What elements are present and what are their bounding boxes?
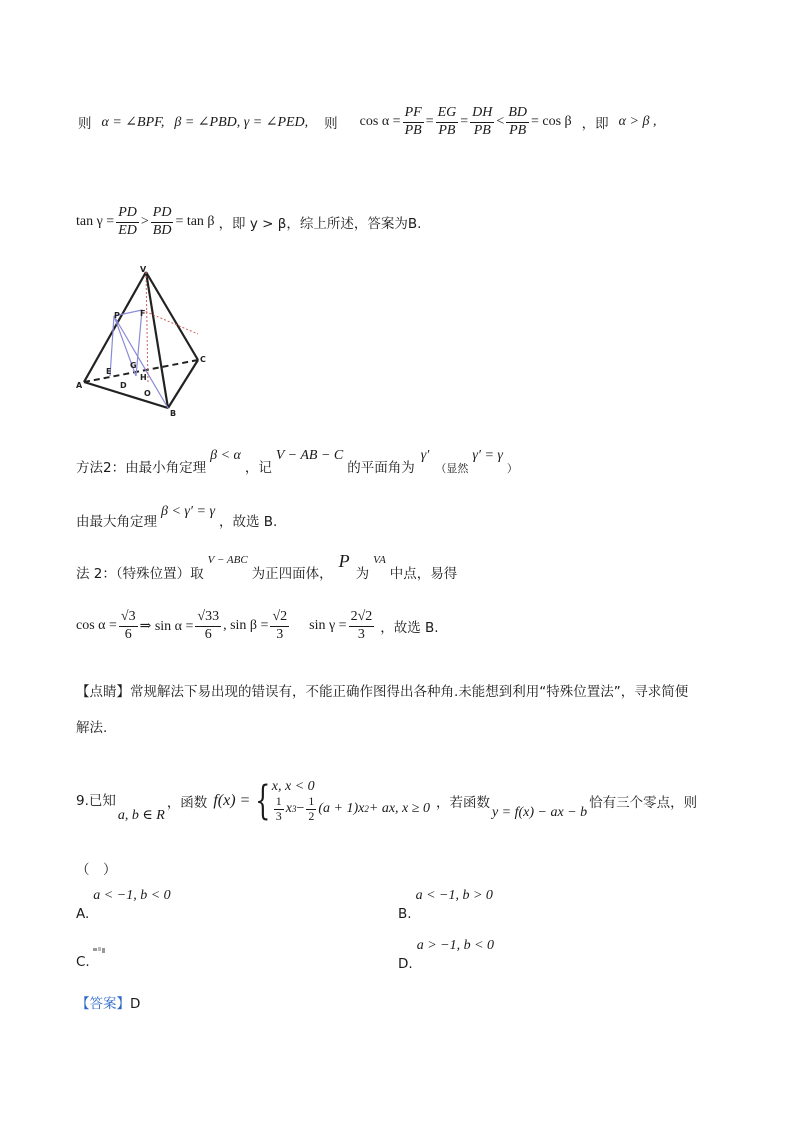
- conclusion-text: ，即 y > β，综上所述，答案为B.: [218, 216, 422, 232]
- alpha-definition: α = ∠BPF,: [101, 114, 165, 130]
- option-a[interactable]: A. a < −1, b < 0: [76, 888, 171, 922]
- tetrahedron-figure: [74, 264, 214, 420]
- option-c[interactable]: C.: [76, 946, 106, 962]
- option-c-broken-image-icon: [92, 946, 106, 956]
- y-function: y = f(x) − ax − b: [491, 805, 588, 820]
- label-g: G: [130, 361, 137, 370]
- alpha-gt-beta: α > β ,: [618, 114, 657, 129]
- ab-in-r: a, b ∈ R: [117, 807, 165, 823]
- label-h: H: [140, 373, 147, 382]
- case-negative: x, x < 0: [271, 778, 315, 794]
- method2-line: 方法2：由最小角定理 β < α ，记 V − AB − C 的平面角为 γ′ （显然 γ′ = γ ）: [76, 448, 518, 476]
- answer-tag: 【答案】: [76, 996, 130, 1012]
- answer-paren: （ ）: [76, 862, 117, 878]
- piecewise-brace: {: [255, 778, 271, 824]
- line-alpha-beta: 则 α = ∠BPF, β = ∠PBD, γ = ∠PED, 则 cos α = $\frac{PF}{PB}$ = $\frac{EG}{PB}$ = $\frac{DH}{PB}$ < $\frac{BD}{PB}$ = cos β ，即 α > β ,: [78, 105, 657, 138]
- fraction-sqrt2-3: $\frac{√2}{3}$: [272, 609, 288, 642]
- answer-value: D: [130, 996, 141, 1012]
- label-o: O: [144, 389, 151, 398]
- cos-beta-label: = cos β: [530, 114, 572, 129]
- label-p: P: [114, 311, 120, 320]
- fx-label: f(x) =: [213, 792, 251, 809]
- label-f: F: [140, 309, 146, 318]
- fraction-2sqrt2-3: $\frac{2√2}{3}$: [350, 609, 373, 642]
- case-nonnegative: $\frac{1}{3}$ x 3 − $\frac{1}{2}$ (a + 1)x 2 + ax, x ≥ 0: [275, 793, 430, 823]
- fraction-sqrt33-6: $\frac{√33}{6}$: [197, 609, 220, 642]
- fraction-sqrt3-6: $\frac{√3}{6}$: [120, 609, 136, 642]
- beta-lt-gamma: β < γ′ = γ: [161, 504, 215, 519]
- option-b[interactable]: B. a < −1, b > 0: [398, 888, 493, 922]
- ze-text: 则: [78, 116, 92, 132]
- option-d[interactable]: D. a > −1, b < 0: [398, 938, 495, 972]
- va-label: VA: [373, 554, 386, 566]
- gamma-prime: γ′: [420, 448, 430, 463]
- label-e: E: [106, 367, 112, 376]
- tan-beta-label: = tan β: [175, 214, 215, 229]
- ze-text-2: 则: [324, 116, 338, 132]
- p-label: P: [338, 551, 350, 571]
- dihedral-expr: V − AB − C: [275, 448, 344, 463]
- label-v: V: [140, 265, 147, 274]
- dianjing-tag: 【点睛】: [76, 684, 130, 700]
- dianjing-paragraph: 【点睛】常规解法下易出现的错误有，不能正确作图得出各种角.未能想到利用“特殊位置法”，寻求简便 解法.: [76, 684, 689, 736]
- q9-number: 9.已知: [76, 793, 116, 809]
- fraction-eg-pb: $\frac{EG}{PB}$: [437, 105, 457, 138]
- fraction-pf-pb: $\frac{PF}{PB}$: [404, 105, 422, 138]
- ji-text: ，即: [581, 116, 609, 132]
- beta-lt-alpha: β < α: [210, 448, 241, 463]
- trig-values-line: cos α = $\frac{√3}{6}$ ⇒ sin α = $\frac{√33}{6}$ , sin β = $\frac{√2}{3}$ sin γ = $\frac{2√2}{3}$ ，故选 B.: [76, 609, 439, 642]
- vabc-label: V − ABC: [207, 554, 248, 566]
- method2-prefix: 方法2：由最小角定理: [76, 460, 207, 476]
- beta-gamma-definition: β = ∠PBD, γ = ∠PED,: [174, 114, 309, 130]
- label-d: D: [120, 381, 127, 390]
- line-tan-gamma: tan γ = $\frac{PD}{ED}$ > $\frac{PD}{BD}$ = tan β ，即 y > β，综上所述，答案为B.: [76, 205, 422, 238]
- gamma-prime-eq: γ′ = γ: [472, 448, 503, 463]
- fraction-bd-pb: $\frac{BD}{PB}$: [508, 105, 527, 138]
- label-b: B: [170, 409, 177, 418]
- edge-cb: [168, 360, 198, 408]
- label-c: C: [200, 355, 206, 364]
- cos-alpha-label: cos α =: [359, 114, 401, 129]
- tan-gamma-label: tan γ =: [76, 214, 115, 229]
- question-9: 9.已知 a, b ∈ R ，函数 f(x) = { x, x < 0 $\frac{1}{3}$ x 3 − $\frac{1}{2}$ (a + 1)x 2 + ax, x ≥ 0 ，若函数 y = f(x) − ax − b 恰有三个零点，则: [76, 778, 698, 824]
- fraction-pd-bd: $\frac{PD}{BD}$: [152, 205, 172, 238]
- max-angle-line: 由最大角定理 β < γ′ = γ ，故选 B.: [76, 504, 278, 530]
- special-position-line: 法 2：（特殊位置）取 V − ABC 为正四面体， P 为 VA 中点，易得: [76, 551, 458, 582]
- fraction-pd-ed: $\frac{PD}{ED}$: [118, 205, 137, 238]
- label-a: A: [76, 381, 83, 390]
- fraction-dh-pb: $\frac{DH}{PB}$: [472, 105, 493, 138]
- answer-line: [76, 992, 140, 1012]
- piecewise-cases: [272, 779, 430, 824]
